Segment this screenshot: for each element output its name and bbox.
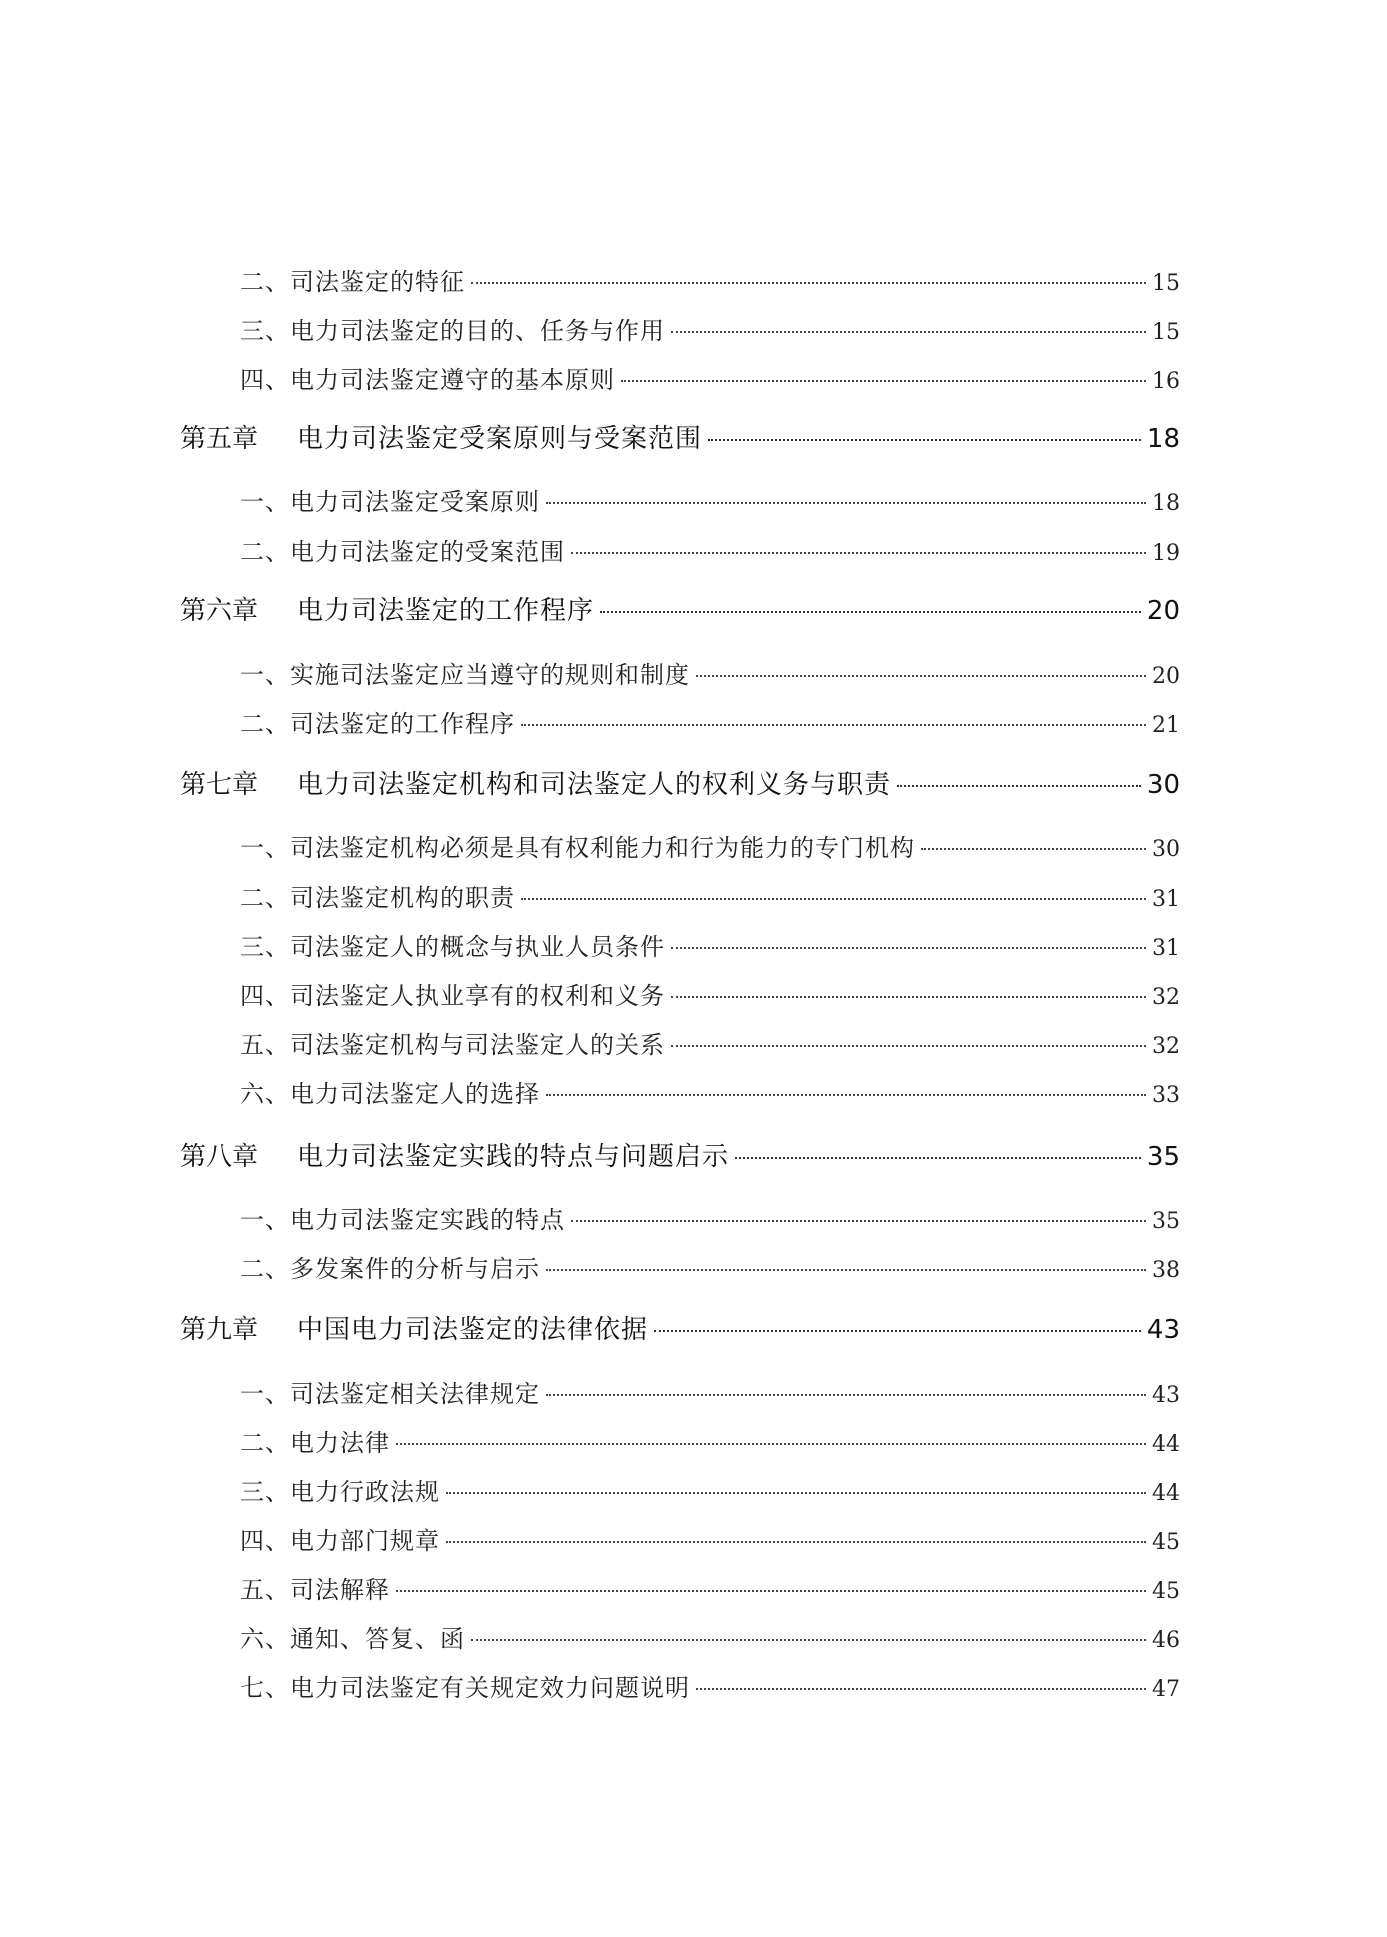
toc-chapter-entry[interactable] [180,590,1180,627]
page-number: 35 [1152,1209,1180,1234]
toc-section-entry[interactable] [240,1668,1180,1703]
toc-chapter-entry[interactable] [180,1136,1180,1173]
section-title: 二、电力司法鉴定的受案范围 [240,538,565,566]
chapter-number: 第六章 [180,596,259,626]
toc-section-entry[interactable] [240,1200,1180,1235]
dot-leader [571,1220,1146,1222]
dot-leader [735,1157,1141,1159]
page-number: 20 [1146,596,1180,626]
section-title: 一、电力司法鉴定受案原则 [240,488,540,516]
dot-leader [696,1688,1146,1690]
section-title: 四、司法鉴定人执业享有的权利和义务 [240,982,665,1010]
dot-leader [471,282,1146,284]
page-number: 30 [1152,837,1180,862]
toc-section-entry[interactable] [240,262,1180,297]
section-title: 五、司法鉴定机构与司法鉴定人的关系 [240,1031,665,1059]
page-number: 15 [1152,271,1180,296]
toc-section-entry[interactable] [240,828,1180,863]
page-number: 32 [1152,1034,1180,1059]
page-number: 43 [1146,1315,1180,1345]
toc-section-entry[interactable] [240,1374,1180,1409]
dot-leader [696,675,1146,677]
page-number: 30 [1146,770,1180,800]
toc-section-entry[interactable] [240,927,1180,962]
section-title: 一、电力司法鉴定实践的特点 [240,1206,565,1234]
toc-section-entry[interactable] [240,1423,1180,1458]
dot-leader [600,611,1141,613]
dot-leader [621,380,1146,382]
chapter-title: 中国电力司法鉴定的法律依据 [297,1315,649,1345]
toc-section-entry[interactable] [240,1074,1180,1109]
dot-leader [546,1094,1146,1096]
dot-leader [708,439,1141,441]
toc-section-entry[interactable] [240,878,1180,913]
dot-leader [446,1492,1146,1494]
dot-leader [546,502,1146,504]
page-number: 15 [1152,320,1180,345]
section-title: 一、司法鉴定机构必须是具有权利能力和行为能力的专门机构 [240,834,915,862]
dot-leader [521,724,1146,726]
page-number: 47 [1152,1677,1180,1702]
chapter-number: 第五章 [180,424,259,454]
toc-section-entry[interactable] [240,360,1180,395]
page-number: 19 [1152,541,1180,566]
page-number: 33 [1152,1083,1180,1108]
page-number: 21 [1152,713,1180,738]
section-title: 二、多发案件的分析与启示 [240,1255,540,1283]
page-number: 18 [1152,491,1180,516]
page-number: 16 [1152,369,1180,394]
page-number: 46 [1152,1628,1180,1653]
page-number: 45 [1152,1530,1180,1555]
section-title: 二、司法鉴定的特征 [240,268,465,296]
toc-section-entry[interactable] [240,311,1180,346]
chapter-number: 第九章 [180,1315,259,1345]
chapter-title: 电力司法鉴定实践的特点与问题启示 [297,1142,730,1172]
page-number: 32 [1152,985,1180,1010]
toc-section-entry[interactable] [240,976,1180,1011]
toc-section-entry[interactable] [240,1472,1180,1507]
page-number: 45 [1152,1579,1180,1604]
section-title: 六、电力司法鉴定人的选择 [240,1080,540,1108]
chapter-number: 第八章 [180,1142,259,1172]
page-number: 44 [1152,1432,1180,1457]
toc-section-entry[interactable] [240,482,1180,517]
section-title: 五、司法解释 [240,1576,390,1604]
toc-section-entry[interactable] [240,1619,1180,1654]
section-title: 一、司法鉴定相关法律规定 [240,1380,540,1408]
dot-leader [446,1541,1146,1543]
dot-leader [396,1590,1146,1592]
dot-leader [546,1269,1146,1271]
page-number: 31 [1152,887,1180,912]
toc-section-entry[interactable] [240,655,1180,690]
chapter-number: 第七章 [180,770,259,800]
section-title: 一、实施司法鉴定应当遵守的规则和制度 [240,661,690,689]
toc-chapter-entry[interactable] [180,1309,1180,1346]
section-title: 二、电力法律 [240,1429,390,1457]
toc-chapter-entry[interactable] [180,418,1180,455]
page-number: 18 [1146,424,1180,454]
dot-leader [654,1330,1141,1332]
section-title: 四、电力司法鉴定遵守的基本原则 [240,366,615,394]
chapter-title: 电力司法鉴定机构和司法鉴定人的权利义务与职责 [297,770,892,800]
section-title: 四、电力部门规章 [240,1527,440,1555]
toc-section-entry[interactable] [240,1570,1180,1605]
dot-leader [671,947,1146,949]
dot-leader [671,331,1146,333]
page-number: 20 [1152,664,1180,689]
page-number: 43 [1152,1383,1180,1408]
page-number: 35 [1146,1142,1180,1172]
section-title: 三、电力司法鉴定的目的、任务与作用 [240,317,665,345]
toc-section-entry[interactable] [240,1025,1180,1060]
dot-leader [571,552,1146,554]
dot-leader [521,898,1146,900]
section-title: 七、电力司法鉴定有关规定效力问题说明 [240,1674,690,1702]
chapter-title: 电力司法鉴定受案原则与受案范围 [297,424,703,454]
section-title: 二、司法鉴定的工作程序 [240,710,515,738]
toc-chapter-entry[interactable] [180,764,1180,801]
toc-section-entry[interactable] [240,532,1180,567]
page-number: 38 [1152,1258,1180,1283]
page-number: 31 [1152,936,1180,961]
section-title: 六、通知、答复、函 [240,1625,465,1653]
section-title: 三、司法鉴定人的概念与执业人员条件 [240,933,665,961]
chapter-title: 电力司法鉴定的工作程序 [297,596,595,626]
section-title: 三、电力行政法规 [240,1478,440,1506]
section-title: 二、司法鉴定机构的职责 [240,884,515,912]
toc-section-entry[interactable] [240,1249,1180,1284]
dot-leader [471,1639,1146,1641]
dot-leader [671,1045,1146,1047]
toc-section-entry[interactable] [240,704,1180,739]
page-number: 44 [1152,1481,1180,1506]
dot-leader [546,1394,1146,1396]
dot-leader [396,1443,1146,1445]
dot-leader [897,785,1141,787]
toc-section-entry[interactable] [240,1521,1180,1556]
dot-leader [671,996,1146,998]
dot-leader [921,848,1146,850]
